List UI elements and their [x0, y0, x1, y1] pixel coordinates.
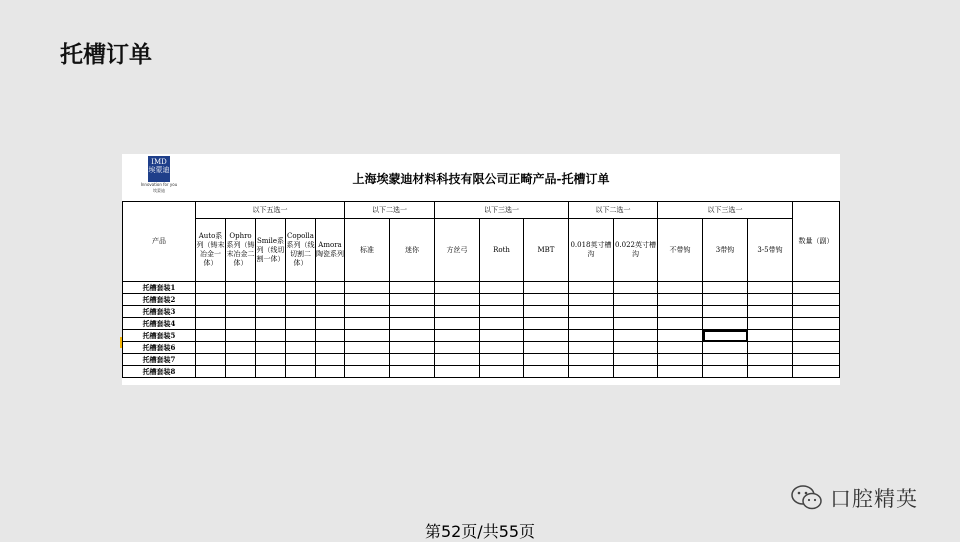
input-cell[interactable] — [748, 330, 793, 342]
column-header: Auto系列（铸末冶金一体） — [196, 219, 226, 282]
logo-mark-line1: IMD — [151, 158, 167, 166]
input-cell[interactable] — [658, 342, 703, 354]
input-cell[interactable] — [226, 342, 256, 354]
input-cell[interactable] — [569, 330, 614, 342]
input-cell[interactable] — [480, 294, 524, 306]
input-cell[interactable] — [793, 366, 840, 378]
page-number: 第52页/共55页 — [424, 522, 536, 541]
input-cell[interactable] — [226, 318, 256, 330]
input-cell[interactable] — [703, 366, 748, 378]
input-cell[interactable] — [658, 366, 703, 378]
input-cell[interactable] — [614, 354, 658, 366]
table-row — [123, 354, 840, 366]
input-cell[interactable] — [614, 282, 658, 294]
input-cell[interactable] — [345, 318, 390, 330]
input-cell[interactable] — [793, 282, 840, 294]
input-cell[interactable] — [286, 342, 316, 354]
input-cell[interactable] — [196, 354, 226, 366]
input-cell[interactable] — [658, 282, 703, 294]
input-cell[interactable] — [196, 306, 226, 318]
row-label: 托槽套装5 — [123, 330, 196, 342]
input-cell[interactable] — [390, 294, 435, 306]
input-cell[interactable] — [316, 366, 345, 378]
input-cell[interactable] — [390, 354, 435, 366]
input-cell[interactable] — [435, 354, 480, 366]
column-header: Roth — [480, 219, 524, 282]
input-cell[interactable] — [748, 318, 793, 330]
input-cell[interactable] — [748, 282, 793, 294]
column-header: 标准 — [345, 219, 390, 282]
wechat-icon — [790, 484, 824, 512]
input-cell[interactable] — [748, 342, 793, 354]
input-cell[interactable] — [614, 294, 658, 306]
input-cell[interactable] — [435, 330, 480, 342]
column-header: MBT — [524, 219, 569, 282]
input-cell[interactable] — [226, 282, 256, 294]
input-cell[interactable] — [390, 282, 435, 294]
input-cell[interactable] — [345, 354, 390, 366]
input-cell[interactable] — [226, 330, 256, 342]
input-cell[interactable] — [286, 282, 316, 294]
input-cell[interactable] — [226, 306, 256, 318]
logo-mark-line2: 埃蒙迪 — [148, 166, 170, 174]
input-cell[interactable] — [793, 306, 840, 318]
column-header: Amora陶瓷系列 — [316, 219, 345, 282]
input-cell[interactable] — [196, 330, 226, 342]
row-label: 托槽套装8 — [123, 366, 196, 378]
input-cell[interactable] — [703, 318, 748, 330]
input-cell[interactable] — [256, 306, 286, 318]
logo-tagline: Innovation for you — [140, 182, 178, 187]
column-header: 0.018英寸槽沟 — [569, 219, 614, 282]
input-cell[interactable] — [316, 282, 345, 294]
input-cell[interactable] — [793, 354, 840, 366]
input-cell[interactable] — [390, 306, 435, 318]
table-row — [123, 294, 840, 306]
input-cell[interactable] — [345, 294, 390, 306]
input-cell[interactable] — [226, 354, 256, 366]
group-header-2: 以下二选一 — [345, 202, 435, 219]
input-cell[interactable] — [345, 366, 390, 378]
input-cell[interactable] — [480, 306, 524, 318]
input-cell[interactable] — [524, 306, 569, 318]
input-cell[interactable] — [748, 306, 793, 318]
input-cell[interactable] — [748, 366, 793, 378]
input-cell[interactable] — [196, 318, 226, 330]
input-cell[interactable] — [390, 330, 435, 342]
input-cell[interactable] — [286, 330, 316, 342]
input-cell[interactable] — [435, 318, 480, 330]
input-cell[interactable] — [196, 282, 226, 294]
brand-name: 口腔精英 — [830, 487, 918, 511]
column-header: Copolla系列（线切割二体） — [286, 219, 316, 282]
input-cell[interactable] — [345, 306, 390, 318]
brand-watermark — [790, 483, 918, 513]
input-cell[interactable] — [614, 318, 658, 330]
column-header: 迷你 — [390, 219, 435, 282]
column-header: 不带钩 — [658, 219, 703, 282]
input-cell[interactable] — [658, 318, 703, 330]
row-label: 托槽套装6 — [123, 342, 196, 354]
group-header-1: 以下五选一 — [196, 202, 345, 219]
input-cell[interactable] — [286, 366, 316, 378]
input-cell[interactable] — [390, 342, 435, 354]
row-label: 托槽套装1 — [123, 282, 196, 294]
input-cell[interactable] — [196, 294, 226, 306]
input-cell[interactable] — [480, 366, 524, 378]
input-cell[interactable] — [569, 294, 614, 306]
input-cell[interactable] — [286, 354, 316, 366]
input-cell[interactable] — [286, 318, 316, 330]
input-cell[interactable] — [390, 318, 435, 330]
table-row — [123, 366, 840, 378]
column-header: 3带钩 — [703, 219, 748, 282]
input-cell[interactable] — [569, 282, 614, 294]
group-header-5: 以下三选一 — [658, 202, 793, 219]
input-cell[interactable] — [658, 330, 703, 342]
input-cell[interactable] — [256, 330, 286, 342]
input-cell[interactable] — [524, 318, 569, 330]
table-row — [123, 342, 840, 354]
input-cell[interactable] — [435, 294, 480, 306]
input-cell[interactable] — [196, 342, 226, 354]
input-cell[interactable] — [793, 342, 840, 354]
quantity-header: 数量（副） — [793, 202, 840, 282]
input-cell[interactable] — [569, 318, 614, 330]
input-cell[interactable] — [226, 294, 256, 306]
input-cell[interactable] — [793, 294, 840, 306]
input-cell[interactable] — [524, 282, 569, 294]
input-cell[interactable] — [256, 366, 286, 378]
input-cell[interactable] — [524, 294, 569, 306]
input-cell[interactable] — [703, 354, 748, 366]
input-cell[interactable] — [286, 306, 316, 318]
order-table — [122, 201, 840, 378]
order-sheet — [122, 154, 840, 385]
input-cell[interactable] — [256, 318, 286, 330]
input-cell[interactable] — [345, 282, 390, 294]
column-header: 0.022英寸槽沟 — [614, 219, 658, 282]
input-cell[interactable] — [658, 294, 703, 306]
column-header: 3-5带钩 — [748, 219, 793, 282]
input-cell[interactable] — [703, 342, 748, 354]
slide-title: 托槽订单 — [60, 42, 152, 68]
input-cell[interactable] — [480, 318, 524, 330]
input-cell[interactable] — [286, 294, 316, 306]
logo-subtext: 埃蒙迪 — [153, 188, 165, 193]
input-cell[interactable] — [524, 330, 569, 342]
input-cell[interactable] — [614, 342, 658, 354]
group-header-3: 以下三选一 — [435, 202, 569, 219]
group-header-4: 以下二选一 — [569, 202, 658, 219]
input-cell[interactable] — [256, 342, 286, 354]
input-cell[interactable] — [614, 330, 658, 342]
input-cell[interactable] — [435, 282, 480, 294]
input-cell[interactable] — [256, 354, 286, 366]
input-cell[interactable] — [345, 342, 390, 354]
input-cell[interactable] — [435, 342, 480, 354]
input-cell[interactable] — [793, 318, 840, 330]
column-header: Ophro系列（铸末冶金二体） — [226, 219, 256, 282]
input-cell[interactable] — [569, 306, 614, 318]
input-cell[interactable] — [316, 342, 345, 354]
input-cell[interactable] — [435, 306, 480, 318]
input-cell[interactable] — [703, 282, 748, 294]
table-row — [123, 318, 840, 330]
input-cell[interactable] — [703, 294, 748, 306]
input-cell[interactable] — [524, 342, 569, 354]
input-cell[interactable] — [256, 294, 286, 306]
input-cell[interactable] — [614, 366, 658, 378]
row-label: 托槽套装7 — [123, 354, 196, 366]
input-cell[interactable] — [524, 366, 569, 378]
input-cell[interactable] — [390, 366, 435, 378]
input-cell[interactable] — [196, 366, 226, 378]
column-header: Smile系列（线切割一体） — [256, 219, 286, 282]
input-cell[interactable] — [658, 354, 703, 366]
input-cell[interactable] — [256, 282, 286, 294]
row-label: 托槽套装4 — [123, 318, 196, 330]
input-cell[interactable] — [480, 342, 524, 354]
input-cell[interactable] — [703, 306, 748, 318]
input-cell[interactable] — [480, 330, 524, 342]
input-cell[interactable] — [316, 306, 345, 318]
input-cell[interactable] — [569, 354, 614, 366]
input-cell[interactable] — [793, 330, 840, 342]
input-cell[interactable] — [658, 306, 703, 318]
table-row — [123, 330, 840, 342]
input-cell[interactable] — [316, 294, 345, 306]
input-cell[interactable] — [614, 306, 658, 318]
input-cell[interactable] — [480, 354, 524, 366]
input-cell[interactable] — [569, 366, 614, 378]
table-row — [123, 282, 840, 294]
row-label: 托槽套装3 — [123, 306, 196, 318]
product-header: 产品 — [123, 202, 196, 282]
column-header: 方丝弓 — [435, 219, 480, 282]
input-cell[interactable] — [524, 354, 569, 366]
input-cell[interactable] — [480, 282, 524, 294]
input-cell[interactable] — [435, 366, 480, 378]
row-marker — [120, 337, 122, 348]
input-cell[interactable] — [316, 330, 345, 342]
input-cell[interactable] — [569, 342, 614, 354]
input-cell[interactable] — [748, 294, 793, 306]
table-row — [123, 306, 840, 318]
input-cell[interactable] — [345, 330, 390, 342]
input-cell[interactable] — [748, 354, 793, 366]
row-label: 托槽套装2 — [123, 294, 196, 306]
sheet-title: 上海埃蒙迪材料科技有限公司正畸产品-托槽订单 — [352, 172, 610, 186]
input-cell[interactable] — [316, 354, 345, 366]
input-cell[interactable] — [703, 330, 748, 342]
input-cell[interactable] — [316, 318, 345, 330]
input-cell[interactable] — [226, 366, 256, 378]
